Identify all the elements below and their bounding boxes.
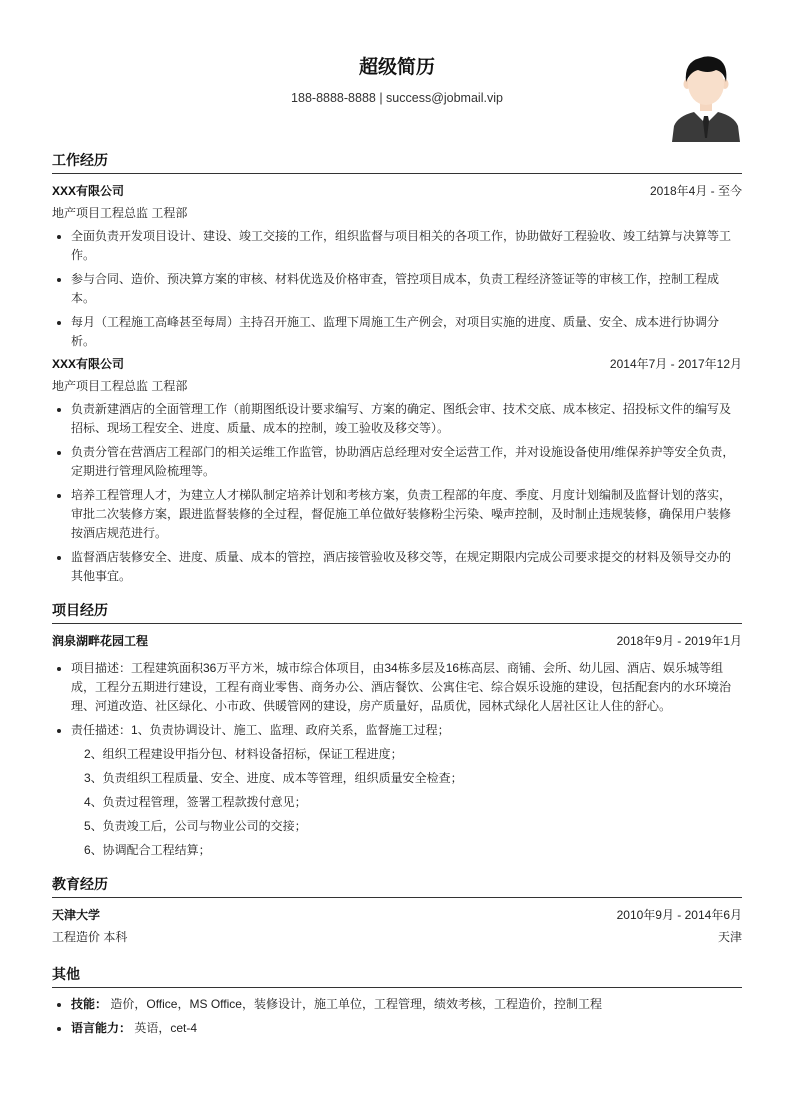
other-list (52, 995, 742, 1038)
education-section (52, 874, 742, 946)
avatar (670, 52, 742, 142)
other-section (52, 964, 742, 1038)
major-degree: 工程造价 本科 (52, 930, 128, 944)
education-header (52, 907, 742, 924)
job-header (52, 356, 742, 373)
responsibility-line: 6、协调配合工程结算； (84, 843, 211, 857)
list-item: • 每月（工程施工高峰甚至每周）主持召开施工、监理下周施工生产例会，对项目实施的进度、质量、安全、成本进行协调分析。 (71, 313, 742, 351)
skills-label: 技能： (71, 997, 108, 1011)
job-duties (52, 227, 742, 351)
section-title-other: 其他 (52, 964, 742, 988)
language-label: 语言能力： (71, 1021, 132, 1035)
section-title-education: 教育经历 (52, 874, 742, 898)
project-name: 润泉湖畔花园工程 (52, 634, 149, 648)
job-entry (52, 356, 742, 586)
skills-value: 造价，Office，MS Office，装修设计，施工单位，工程管理，绩效考核，工程造价，控制工程 (110, 997, 602, 1011)
responsibility-line: 4、负责过程管理，签署工程款拨付意见； (84, 795, 307, 809)
project-details (52, 659, 742, 740)
candidate-name: 超级简历 (358, 57, 435, 78)
responsibility-line: 5、负责竣工后，公司与物业公司的交接； (84, 819, 307, 833)
job-date: 2014年7月 - 2017年12月 (609, 357, 742, 371)
job-date: 2018年4月 - 至今 (649, 184, 742, 198)
responsibility-line: 2、组织工程建设甲指分包、材料设备招标，保证工程进度； (84, 747, 403, 761)
list-item: • 项目描述：工程建筑面积36万平方米，城市综合体项目，由34栋多层及16栋高层、商铺、会所、幼儿园、酒店、娱乐城等组成，工程分五期进行建设，工程有商业零售、商务办公、酒店餐饮、公寓住宅、综合娱乐设施的建设，包括配套内的水环境治理、河道改造、社区绿化、小市政、供暖管网的建设，房产质量好，品质优，园林式绿化人居社区让人住的舒心。 (71, 659, 742, 716)
skills-item (71, 995, 742, 1014)
language-item (71, 1019, 742, 1038)
job-duties (52, 400, 742, 586)
education-detail (52, 929, 742, 946)
school-name: 天津大学 (52, 908, 101, 922)
list-item: • 参与合同、造价、预决算方案的审核、材料优选及价格审查，管控项目成本，负责工程经济签证等的审核工作，控制工程成本。 (71, 270, 742, 308)
contact-info: 188-8888-8888 | success@jobmail.vip (291, 91, 503, 105)
responsibility-line: 3、负责组织工程质量、安全、进度、成本等管理，组织质量安全检查； (84, 771, 463, 785)
company-name: XXX有限公司 (52, 357, 125, 371)
list-item: • 全面负责开发项目设计、建设、竣工交接的工作，组织监督与项目相关的各项工作，协助做好工程验收、竣工结算与决算等工作。 (71, 227, 742, 265)
project-header (52, 633, 742, 650)
education-location: 天津 (717, 930, 742, 944)
job-role: 地产项目工程总监 工程部 (52, 379, 188, 393)
list-item: • 监督酒店装修安全、进度、质量、成本的管控，酒店接管验收及移交等，在规定期限内完成公司要求提交的材料及领导交办的其他事宜。 (71, 548, 742, 586)
project-section (52, 600, 742, 860)
project-date: 2018年9月 - 2019年1月 (616, 634, 742, 648)
language-value: 英语，cet-4 (134, 1021, 198, 1035)
list-item: • 培养工程管理人才，为建立人才梯队制定培养计划和考核方案，负责工程部的年度、季度、月度计划编制及监督计划的落实，审批二次装修方案，跟进监督装修的全过程，督促施工单位做好装修粉尘污染、噪声控制，及时制止违规装修，确保用户装修按酒店规范进行。 (71, 486, 742, 543)
section-title-project: 项目经历 (52, 600, 742, 624)
list-item: • 负责新建酒店的全面管理工作（前期图纸设计要求编写、方案的确定、图纸会审、技术交底、成本核定、招投标文件的编写及招标、现场工程安全、进度、质量、成本的控制，竣工验收及移交等）。 (71, 400, 742, 438)
resume-header (52, 0, 742, 150)
job-header (52, 183, 742, 200)
resume-page (52, 0, 742, 1107)
job-entry (52, 183, 742, 351)
job-role: 地产项目工程总监 工程部 (52, 206, 188, 220)
education-date: 2010年9月 - 2014年6月 (616, 908, 742, 922)
list-item: • 负责分管在营酒店工程部门的相关运维工作监管，协助酒店总经理对安全运营工作，并对设施设备使用/维保养护等安全负责，定期进行管理风险梳理等。 (71, 443, 742, 481)
company-name: XXX有限公司 (52, 184, 125, 198)
responsibility-lines (52, 745, 742, 860)
list-item: • 责任描述：1、负责协调设计、施工、监理、政府关系，监督施工过程； (71, 721, 742, 740)
work-section (52, 150, 742, 586)
section-title-work: 工作经历 (52, 150, 742, 174)
